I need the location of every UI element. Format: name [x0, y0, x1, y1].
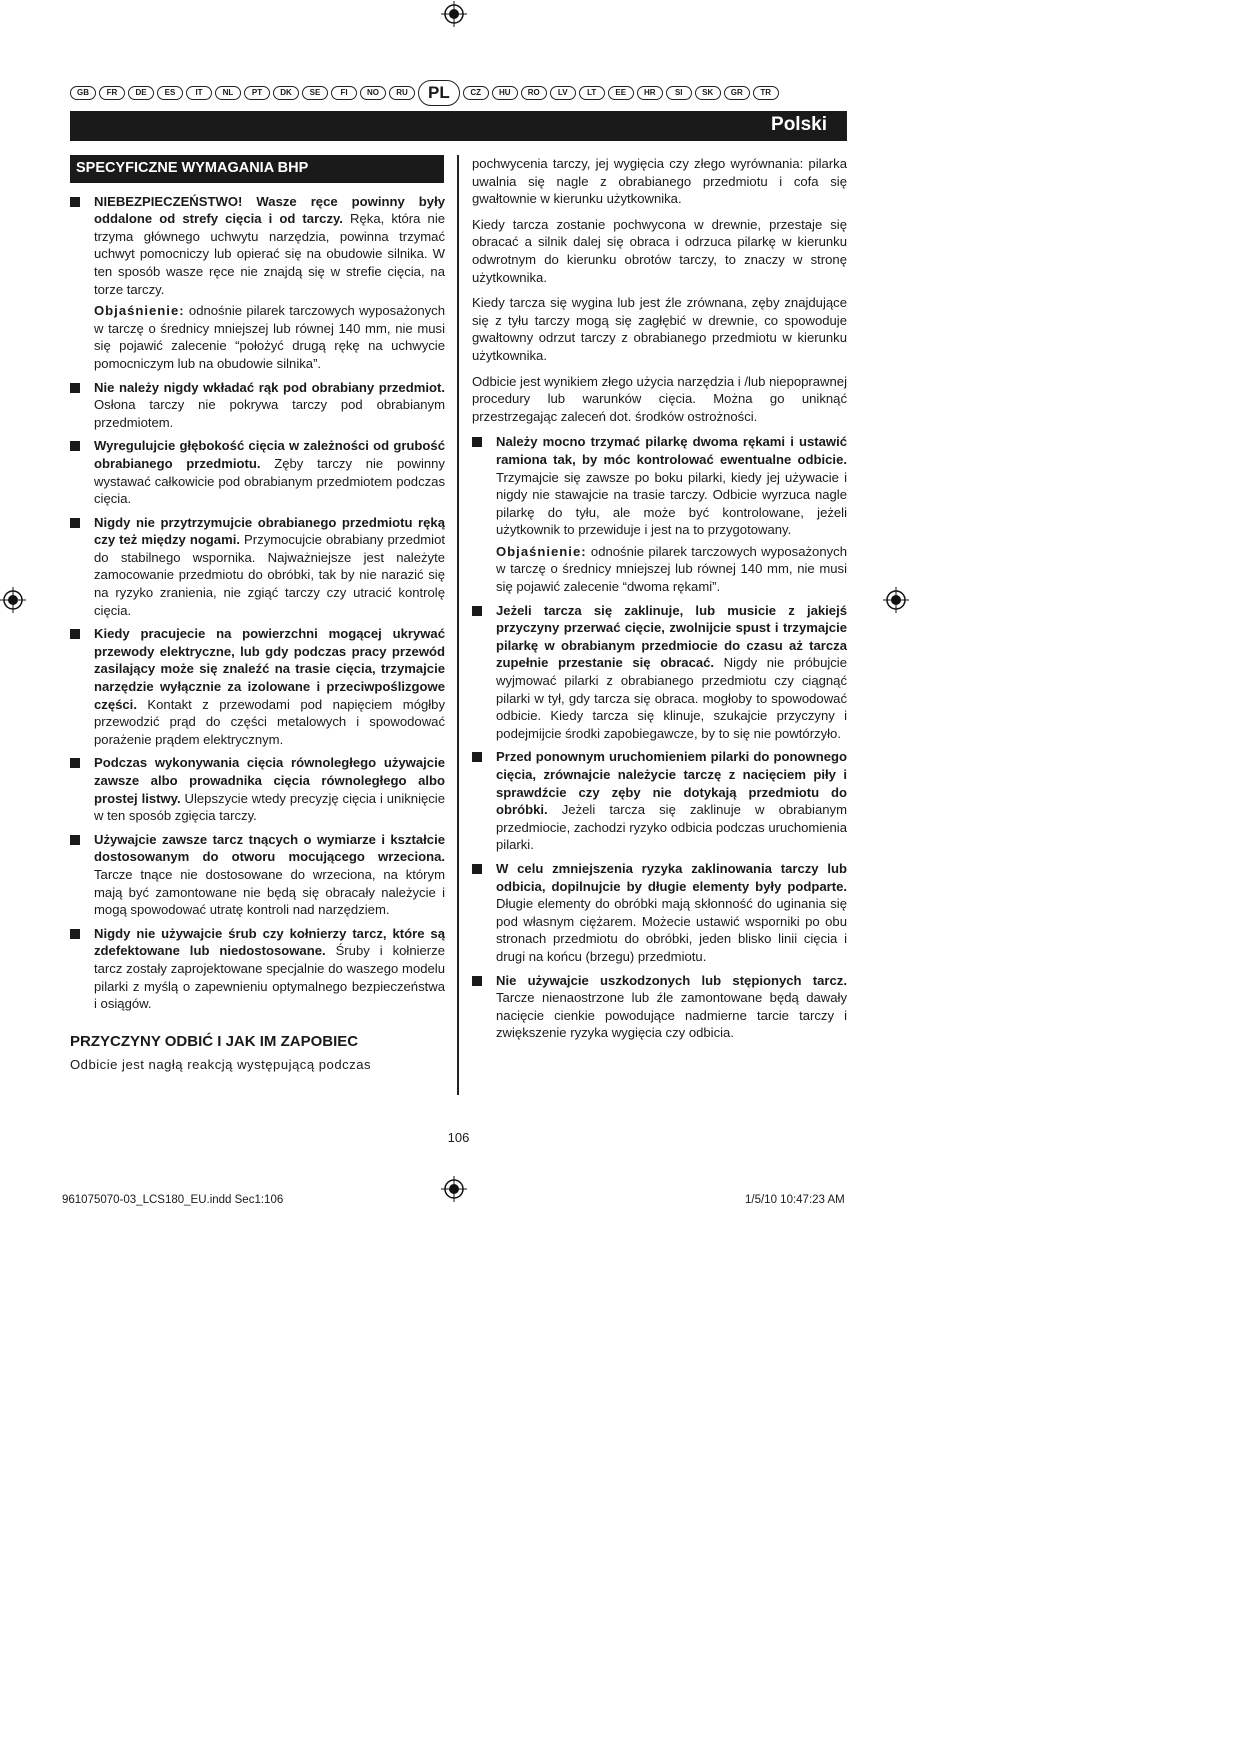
item-bold-text: Nie należy nigdy wkładać rąk pod obrabiany przedmiot.: [94, 379, 445, 395]
bullet-square-icon: [70, 835, 80, 845]
language-pill-ee: EE: [608, 86, 634, 100]
right-paragraphs: [472, 155, 847, 425]
bullet-square-icon: [472, 864, 482, 874]
item-text: Nigdy nie próbujcie wyjmować pilarki z obrabianego przedmiotu czy ciągnąć pilarki w tył, gdy tarcza się obraca. mogłoby to spowodować odbicie. Kiedy tarcza się klinuje, szukajcie przyczyny i podejmijcie środki zapobiegawcze, by to się nie powtórzyło.: [496, 655, 847, 741]
list-item: [70, 379, 445, 432]
list-item: [70, 925, 445, 1013]
note-text: odnośnie pilarek tarczowych wyposażonych w tarczę o średnicy mniejszej lub równej 140 mm, nie musi się pojawić zalecenie “dwoma rękami”.: [496, 543, 847, 595]
item-bold-text: Przed ponownym uruchomieniem pilarki do ponownego cięcia, zrównajcie należycie tarczę z nacięciem piły i sprawdźcie czy zęby nie dotykają przedmiotu do obróbki.: [496, 749, 847, 818]
item-text: Ulepszycie wtedy precyzję cięcia i uniknięcie w ten sposób zgięcia tarczy.: [94, 790, 445, 824]
bullet-square-icon: [70, 441, 80, 451]
list-item: [70, 193, 445, 373]
item-text: Zęby tarczy nie powinny wystawać całkowicie pod obrabianym przedmiotem podczas cięcia.: [94, 455, 445, 507]
item-bold-text: NIEBEZPIECZEŃSTWO! Wasze ręce powinny były oddalone od strefy cięcia i od tarczy.: [94, 193, 445, 227]
subheading: PRZYCZYNY ODBIĆ I JAK IM ZAPOBIEC: [70, 1032, 359, 1050]
item-bold-text: Nigdy nie przytrzymujcie obrabianego przedmiotu ręką czy też między nogami.: [94, 514, 445, 548]
language-pill-gb: GB: [70, 86, 96, 100]
list-item: [472, 860, 847, 966]
page-number: 106: [447, 1130, 470, 1145]
item-text: Tarcze tnące nie dostosowane do wrzeciona, na którym mają być zamontowane nie będą się obracały należycie i mogą spowodować utratę kontroli nad narzędziem.: [94, 866, 445, 918]
language-pill-es: ES: [157, 86, 183, 100]
list-item: [70, 625, 445, 748]
item-bold-text: Nigdy nie używajcie śrub czy kołnierzy tarcz, które są zdefektowane lub niedostosowane.: [94, 925, 445, 959]
right-item-list: [472, 433, 847, 1042]
bullet-square-icon: [472, 976, 482, 986]
registration-mark-icon: [441, 1, 467, 27]
explanation-note: [496, 543, 847, 596]
registration-mark-icon: [0, 587, 26, 613]
language-pill-pl: PL: [418, 80, 460, 106]
item-text: Jeżeli tarcza się zaklinuje w obrabianym przedmiocie, zachodzi ryzyko odbicia podczas uruchomienia pilarki.: [496, 802, 847, 853]
language-pill-fr: FR: [99, 86, 125, 100]
bullet-square-icon: [70, 929, 80, 939]
list-item: [70, 437, 445, 507]
note-label: Objaśnienie:: [496, 543, 587, 559]
section-title: SPECYFICZNE WYMAGANIA BHP: [70, 155, 444, 183]
item-bold-text: Należy mocno trzymać pilarkę dwoma rękami i ustawić ramiona tak, by móc kontrolować ewentualne odbicie.: [496, 434, 847, 467]
item-bold-text: Kiedy pracujecie na powierzchni mogącej ukrywać przewody elektryczne, lub gdy podczas pracy przewód zasilający może się znaleźć na trasie cięcia, trzymajcie narzędzie wyłącznie za izolowane i przeciwpoślizgowe części.: [94, 626, 445, 712]
item-text: Ręka, która nie trzyma głównego uchwytu narzędzia, powinna trzymać uchwyt pomocniczy lub opierać się na obudowie silnika. W ten sposób wasze ręce nie znajdą się w strefie cięcia, na torze tarczy.: [94, 211, 446, 297]
item-bold-text: Nie używajcie uszkodzonych lub stępionych tarcz.: [496, 972, 847, 988]
page-title: Polski: [771, 114, 827, 135]
list-item: [70, 831, 445, 919]
language-pill-tr: TR: [753, 86, 779, 100]
language-pill-lt: LT: [579, 86, 605, 100]
language-pill-no: NO: [360, 86, 386, 100]
bullet-square-icon: [472, 437, 482, 447]
bullet-square-icon: [70, 758, 80, 768]
item-text: Śruby i kołnierze tarcz zostały zaprojektowane specjalnie do waszego modelu pilarki z myślą o zapewnieniu optymalnego bezpieczeństwa i osiągów.: [94, 943, 445, 1012]
paragraph: Kiedy tarcza zostanie pochwycona w drewnie, przestaje się obracać a silnik dalej się obraca i odrzuca pilarkę w kierunku odwrotnym do kierunku obrotów tarczy, to znaczy w stronę użytkownika.: [472, 216, 847, 285]
item-bold-text: W celu zmniejszenia ryzyka zaklinowania tarczy lub odbicia, dopilnujcie by długie elementy były podparte.: [496, 860, 847, 894]
column-divider: [457, 155, 459, 1095]
list-item: [472, 433, 847, 595]
list-item: [472, 748, 847, 854]
language-pill-ro: RO: [521, 86, 547, 100]
item-text: Tarcze nienaostrzone lub źle zamontowane będą dawały nacięcie cienkie powodujące nadmierne tarcie tarczy i zwiększenie ryzyka wygięcia czy odbicia.: [496, 990, 847, 1041]
note-label: Objaśnienie:: [94, 303, 185, 319]
paragraph: Odbicie jest wynikiem złego użycia narzędzia i /lub niepoprawnej procedury lub warunków cięcia. Można go uniknąć przestrzegając zaleceń dot. środków ostrożności.: [472, 373, 847, 424]
item-text: Długie elementy do obróbki mają skłonność do uginania się pod własnym ciężarem. Możecie ustawić wsporniki po obu stronach przedmiotu do obróbki, jeden blisko linii cięcia i drugi na końcu (brzegu) przedmiotu.: [496, 896, 847, 964]
right-column: [472, 155, 847, 1048]
footer-timestamp: 1/5/10 10:47:23 AM: [745, 1194, 845, 1206]
language-pill-de: DE: [128, 86, 154, 100]
item-bold-text: Wyregulujcie głębokość cięcia w zależności od grubość obrabianego przedmiotu.: [94, 438, 445, 471]
list-item: [70, 754, 445, 824]
language-selector: [70, 80, 840, 106]
list-item: [472, 972, 847, 1042]
language-pill-se: SE: [302, 86, 328, 100]
left-item-list: [70, 193, 445, 1013]
item-bold-text: Jeżeli tarcza się zaklinuje, lub musicie z jakiejś przyczyny przerwać cięcie, zwolnijcie spust i trzymajcie pilarkę w obrabianym przedmiocie do czasu aż tarcza zupełnie przestanie się obracać.: [496, 602, 847, 671]
bullet-square-icon: [70, 518, 80, 528]
item-text: Kontakt z przewodami pod napięciem mógłby przewodzić prąd do części metalowych i spowodować porażenie prądem elektrycznym.: [94, 696, 445, 747]
left-column: [70, 155, 445, 1082]
language-pill-fi: FI: [331, 86, 357, 100]
item-bold-text: Używajcie zawsze tarcz tnących o wymiarze i kształcie dostosowanym do otworu mocującego wrzeciona.: [94, 831, 445, 865]
registration-mark-icon: [441, 1176, 467, 1202]
note-text: odnośnie pilarek tarczowych wyposażonych w tarczę o średnicy mniejszej lub równej 140 mm, nie musi się pojawić zalecenie “położyć drugą rękę na uchwycie pomocniczym lub na obudowie silnika”.: [94, 303, 445, 371]
language-pill-dk: DK: [273, 86, 299, 100]
language-pill-hr: HR: [637, 86, 663, 100]
header-bar: [70, 111, 847, 141]
bullet-square-icon: [70, 629, 80, 639]
paragraph: Odbicie jest nagłą reakcją występującą podczas: [70, 1057, 372, 1073]
registration-mark-icon: [883, 587, 909, 613]
list-item: [70, 514, 445, 620]
language-pill-gr: GR: [724, 86, 750, 100]
bullet-square-icon: [472, 752, 482, 762]
item-text: Osłona tarczy nie pokrywa tarczy pod obrabianym przedmiotem.: [94, 397, 445, 430]
language-pill-it: IT: [186, 86, 212, 100]
language-pill-lv: LV: [550, 86, 576, 100]
footer-file-info: 961075070-03_LCS180_EU.indd Sec1:106: [62, 1194, 284, 1206]
language-pill-nl: NL: [215, 86, 241, 100]
paragraph: Kiedy tarcza się wygina lub jest źle zrównana, zęby znajdujące się z tyłu tarczy mogą się zagłębić w drewnie, co spowoduje gwałtowny odrzut tarczy z obrabianego przedmiotu w kierunku użytkownika.: [472, 295, 847, 363]
language-pill-pt: PT: [244, 86, 270, 100]
paragraph: pochwycenia tarczy, jej wygięcia czy złego wyrównania: pilarka uwalnia się nagle z obrabianego przedmiotu i cofa się gwałtownie w kierunku użytkownika.: [472, 156, 847, 207]
item-text: Przymocujcie obrabiany przedmiot do stabilnego wspornika. Najważniejsze jest należyte zamocowanie przedmiotu do obróbki, tak by nie narazić się na ryzyko zranienia, nie zgiąć tarczy czy utracić kontrolę cięcia.: [94, 532, 445, 618]
item-bold-text: Podczas wykonywania cięcia równoległego używajcie zawsze albo prowadnika cięcia równoległego albo prostej listwy.: [94, 755, 445, 806]
language-pill-si: SI: [666, 86, 692, 100]
bullet-square-icon: [70, 383, 80, 393]
language-pill-sk: SK: [695, 86, 721, 100]
item-text: Trzymajcie się zawsze po boku pilarki, kiedy jej używacie i nigdy nie stawajcie na trasie tarczy. Odbicie wyrzuca nagle pilarkę do tyłu, ale może być kontrolowane, jeżeli użytkownik to przewiduje i jest na to przygotowany.: [496, 469, 847, 538]
bullet-square-icon: [70, 197, 80, 207]
list-item: [472, 602, 847, 743]
language-pill-ru: RU: [389, 86, 415, 100]
language-pill-hu: HU: [492, 86, 518, 100]
bullet-square-icon: [472, 606, 482, 616]
explanation-note: [94, 302, 445, 372]
language-pill-cz: CZ: [463, 86, 489, 100]
